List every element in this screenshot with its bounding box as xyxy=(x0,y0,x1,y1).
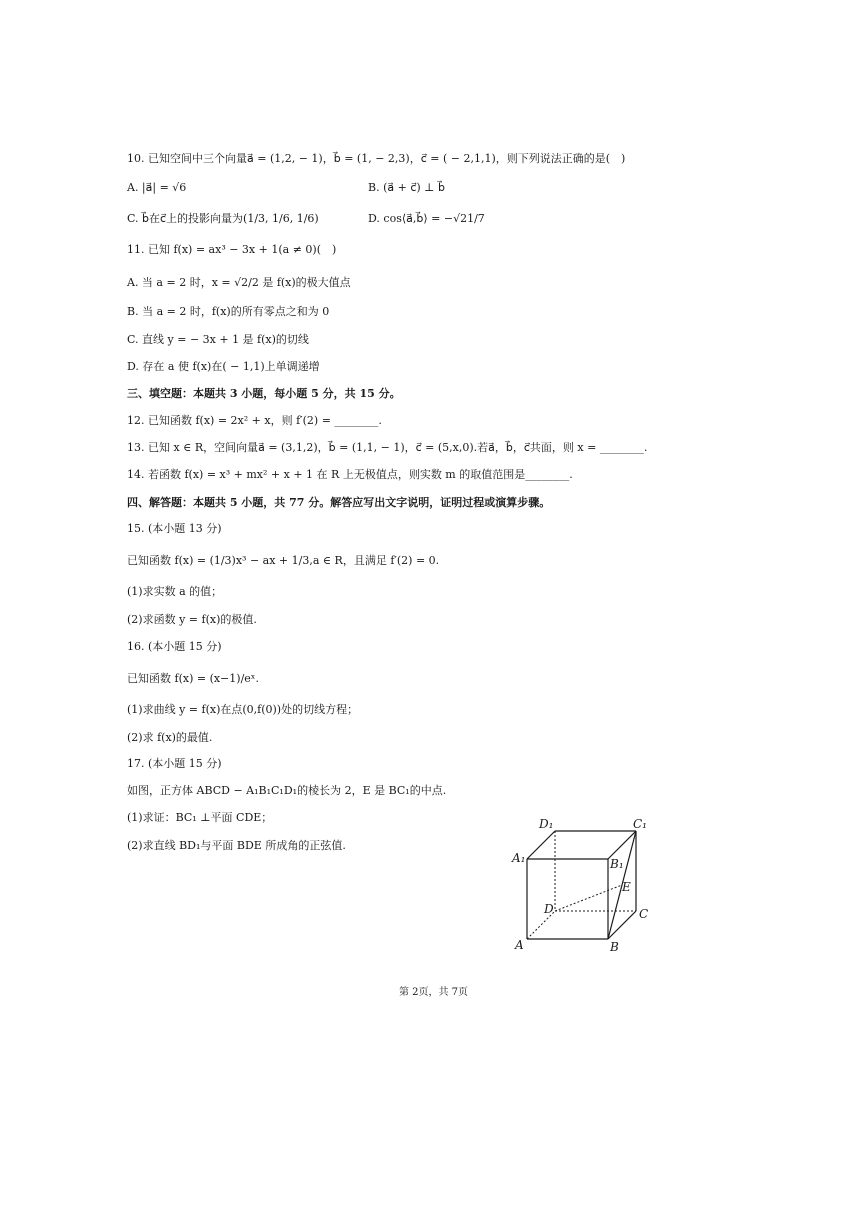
q10-option-a: A. |a⃗| = √6 xyxy=(127,181,187,194)
q11-option-a: A. 当 a = 2 时，x = √2/2 是 f(x)的极大值点 xyxy=(127,276,351,289)
q17-stem: 如图，正方体 ABCD − A₁B₁C₁D₁的棱长为 2，E 是 BC₁的中点. xyxy=(127,784,447,797)
q13-text: 13. 已知 x ∈ R，空间向量a⃗ = (3,1,2)，b⃗ = (1,1, − 1)，c⃗ = (5,x,0).若a⃗，b⃗，c⃗共面，则 x = ________. xyxy=(127,441,648,454)
q10-option-b: B. (a⃗ + c⃗) ⊥ b⃗ xyxy=(368,181,445,194)
q16-heading: 16. (本小题 15 分) xyxy=(127,640,222,653)
q16-part-2: (2)求 f(x)的最值. xyxy=(127,731,213,744)
q11-option-b: B. 当 a = 2 时，f(x)的所有零点之和为 0 xyxy=(127,305,330,318)
q10-option-c: C. b⃗在c⃗上的投影向量为(1/3, 1/6, 1/6) xyxy=(127,212,319,225)
q11-stem: 11. 已知 f(x) = ax³ − 3x + 1(a ≠ 0)( ) xyxy=(127,243,337,256)
q11-option-d: D. 存在 a 使 f(x)在( − 1,1)上单调递增 xyxy=(127,360,320,373)
label-b1: B₁ xyxy=(610,857,624,871)
q15-part-2: (2)求函数 y = f(x)的极值. xyxy=(127,613,257,626)
label-d1: D₁ xyxy=(539,817,554,831)
q16-stem: 已知函数 f(x) = (x−1)/eˣ. xyxy=(127,672,259,685)
label-b: B xyxy=(610,940,619,952)
q10-stem: 10. 已知空间中三个向量a⃗ = (1,2, − 1)，b⃗ = (1, − 2,3)，c⃗ = ( − 2,1,1)，则下列说法正确的是( ) xyxy=(127,152,626,165)
page-footer: 第 2页，共 7页 xyxy=(398,987,469,998)
label-c1: C₁ xyxy=(633,817,647,831)
q17-part-2: (2)求直线 BD₁与平面 BDE 所成角的正弦值. xyxy=(127,839,346,852)
q17-part-1: (1)求证：BC₁ ⊥平面 CDE； xyxy=(127,811,273,824)
label-e: E xyxy=(622,880,631,894)
label-c: C xyxy=(639,907,649,921)
q16-part-1: (1)求曲线 y = f(x)在点(0,f(0))处的切线方程； xyxy=(127,703,359,716)
label-a1: A₁ xyxy=(512,851,526,865)
q11-option-c: C. 直线 y = − 3x + 1 是 f(x)的切线 xyxy=(127,333,309,346)
q17-heading: 17. (本小题 15 分) xyxy=(127,757,222,770)
label-a: A xyxy=(515,938,524,952)
section-3-heading: 三、填空题：本题共 3 小题，每小题 5 分，共 15 分。 xyxy=(127,387,401,400)
q14-text: 14. 若函数 f(x) = x³ + mx² + x + 1 在 R 上无极值点，则实数 m 的取值范围是________. xyxy=(127,468,573,481)
q15-stem: 已知函数 f(x) = (1/3)x³ − ax + 1/3,a ∈ R，且满足 f′(2) = 0. xyxy=(127,554,440,567)
q10-option-d: D. cos⟨a⃗,b⃗⟩ = −√21/7 xyxy=(368,212,485,225)
q15-heading: 15. (本小题 13 分) xyxy=(127,522,222,535)
q12-text: 12. 已知函数 f(x) = 2x² + x，则 f′(2) = ________. xyxy=(127,414,382,427)
cube-diagram xyxy=(505,812,665,952)
q15-part-1: (1)求实数 a 的值； xyxy=(127,585,223,598)
label-d: D xyxy=(544,902,554,916)
section-4-heading: 四、解答题：本题共 5 小题，共 77 分。解答应写出文字说明，证明过程或演算步骤。 xyxy=(127,496,551,509)
